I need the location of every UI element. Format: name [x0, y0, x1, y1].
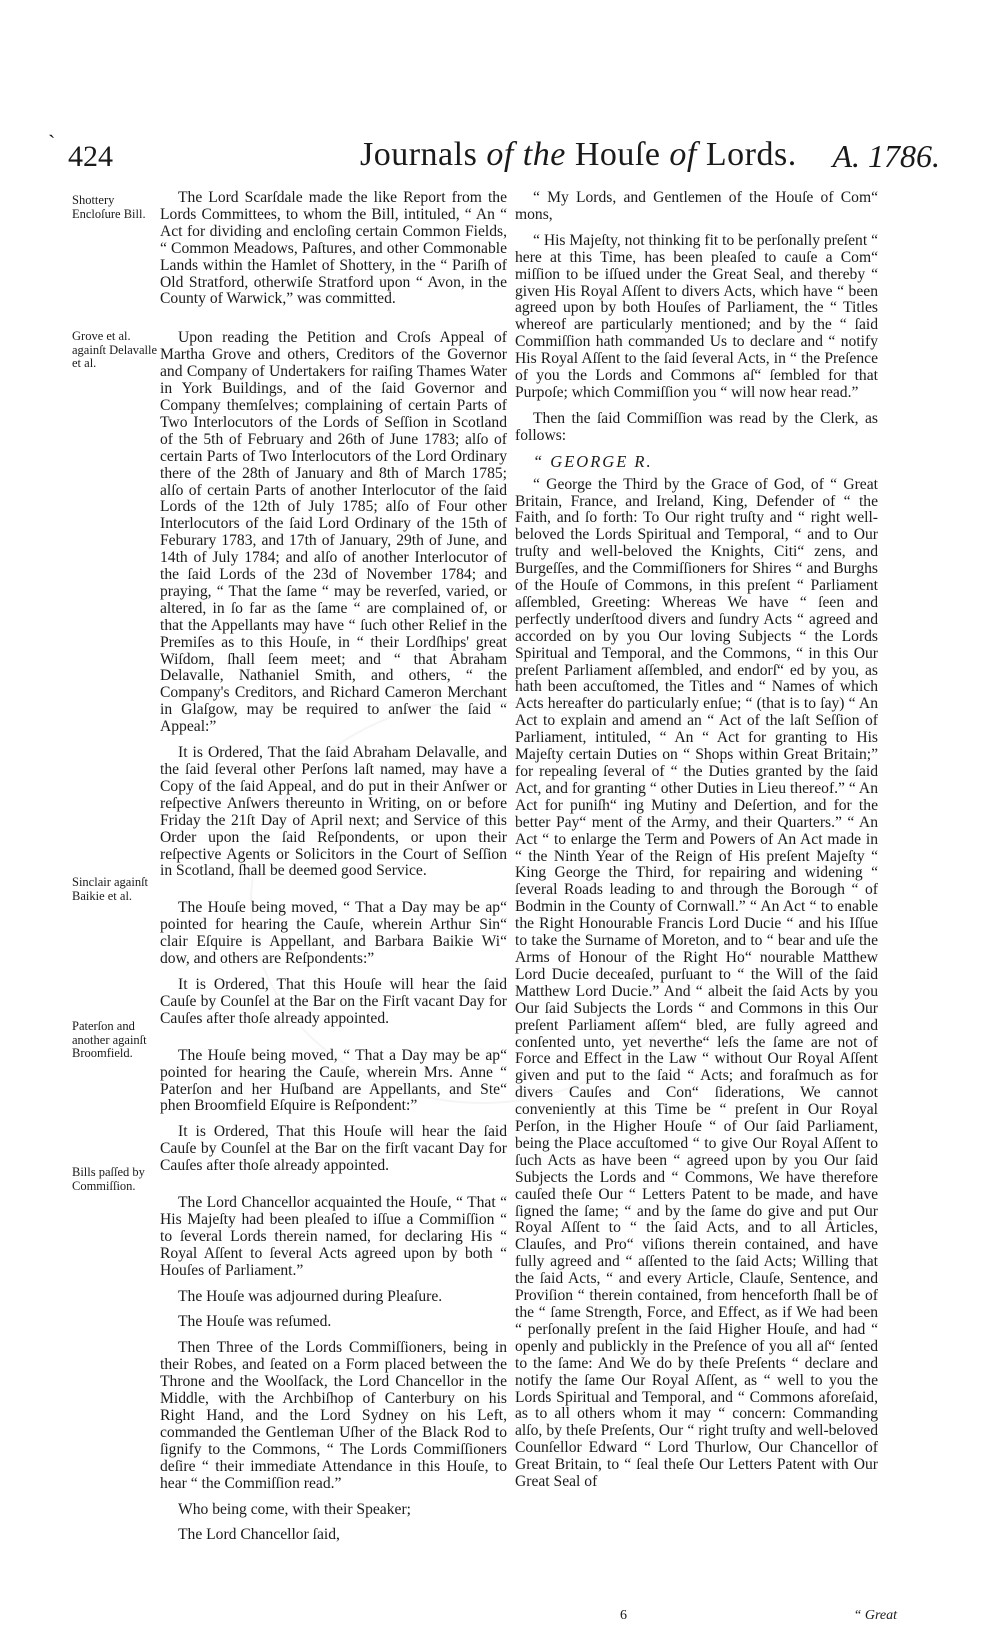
- right-column: [515, 190, 878, 1500]
- page-header: [60, 132, 960, 180]
- margin-note-shottery: Shottery Encloſure Bill.: [72, 193, 146, 221]
- margin-note-sinclair: Sinclair againſt Baikie et al.: [72, 875, 149, 903]
- paragraph: The Houſe was adjourned during Pleaſure.: [178, 1287, 443, 1305]
- margin-note-grove: Grove et al. againſt Delavalle et al.: [72, 329, 158, 370]
- signature-mark: 6: [620, 1608, 627, 1623]
- paragraph: The Lord Chancellor ſaid,: [178, 1526, 340, 1544]
- paragraph: Then Three of the Lords Commiſſioners, being in their Robes, and ſeated on a Form placed between the Throne and the Woolſack, the Lord Chancellor in the Middle, with the Archbiſhop of Canterbury on his Right Hand, and the Lord Sydney on his Left, commanded the Gentleman Uſher of the Black Rod to ſignify to the Commons, “ The Lords Commiſſioners deſire “ their immediate Attendance in this Houſe, to hear “ the Commiſſion read.”: [160, 1339, 507, 1492]
- margin-note-paterson: Paterſon and another againſt Broomfield.: [72, 1019, 147, 1060]
- running-title: Journals of the Houſe of Lords.: [360, 136, 797, 173]
- paragraph: “ My Lords, and Gentlemen of the Houſe of Com“ mons,: [515, 189, 878, 223]
- royal-heading: “ GEORGE R.: [533, 451, 653, 471]
- paragraph: Upon reading the Petition and Croſs Appeal of Martha Grove and others, Creditors of the Governor and Company of Undertakers for raiſing Thames Water in York Buildings, and of the ſaid Governor and Company themſelves; complaining of certain Parts of Two Interlocutors of the Lords of Seſſion in Scotland of the 5th of February and 26th of June 1783; alſo of certain Parts of Two Interlocutors of the Lord Ordinary there of the 28th of January and 8th of March 1785; alſo of certain Parts of another Interlocutor of the ſaid Lords of the 12th of July 1785; alſo of Four other Interlocutors of the ſaid Lord Ordinary of the 15th of Feburary 1783, and 17th of January, 29th of June, and 14th of July 1784; and alſo of another Interlocutor of the ſaid Lords of the 23d of November 1784; and praying, “ That the ſame “ may be reverſed, varied, or altered, in ſo far as the ſame “ are complained of, or that the Appellants may have “ ſuch other Relief in the Premiſes as to this Houſe, in “ their Lordſhips' great Wiſdom, ſhall ſeem meet; and “ that Abraham Delavalle, Nathaniel Smith, and others, “ the Company's Creditors, and Richard Cameron Merchant in Glaſgow, may be required to anſwer the ſaid “ Appeal:”: [160, 329, 507, 736]
- paragraph: “ His Majeſty, not thinking fit to be perſonally preſent “ here at this Time, has been pleaſed to cauſe a Com“ miſſion to be iſſued under the Great Seal, and thereby “ given His Royal Aſſent to divers Acts, which have “ been agreed upon by both Houſes of Parliament, the “ Titles whereof are particularly mentioned; and by the “ ſaid Commiſſion hath commanded Us to declare and “ notify His Royal Aſſent to the ſaid ſeveral Acts, in “ the Preſence of you the Lords and Commons aſ“ ſembled for that Purpoſe; which Commiſſion you “ will now hear read.”: [515, 231, 879, 401]
- paragraph: It is Ordered, That this Houſe will hear the ſaid Cauſe by Counſel at the Bar on the firſt vacant Day for Cauſes after thoſe already appointed.: [160, 1123, 507, 1175]
- paragraph: It is Ordered, That this Houſe will hear the ſaid Cauſe by Counſel at the Bar on the Firſt vacant Day for Cauſes after thoſe already appointed.: [160, 975, 507, 1027]
- paragraph: The Houſe being moved, “ That a Day may be ap“ pointed for hearing the Cauſe, wherein Arthur Sin“ clair Eſquire is Appellant, and Barbara Baikie Wi“ dow, and others are Reſpondents:”: [160, 899, 507, 968]
- paragraph: The Lord Chancellor acquainted the Houſe, “ That “ His Majeſty had been pleaſed to iſſue a Commiſſion “ to ſeveral Lords therein named, for declaring His “ Royal Aſſent to ſeveral Acts agreed upon by both “ Houſes of Parliament.”: [160, 1194, 507, 1279]
- paragraph: It is Ordered, That the ſaid Abraham Delavalle, and the ſaid ſeveral other Perſons laſt named, may have a Copy of the ſaid Appeal, and do put in their Anſwer or reſpective Anſwers thereunto in Writing, on or before Friday the 21ſt Day of April next; and Service of this Order upon the ſaid Reſpondents, or upon their reſpective Agents or Solicitors in the Court of Seſſion in Scotland, ſhall be deemed good Service.: [160, 744, 507, 880]
- left-column: [160, 190, 507, 1553]
- page-year: A. 1786.: [832, 138, 940, 174]
- paragraph: Who being come, with their Speaker;: [178, 1500, 411, 1518]
- catchword: “ Great: [853, 1608, 897, 1623]
- margin-tick: `: [48, 130, 56, 155]
- page-number: 424: [68, 140, 113, 173]
- paragraph: The Houſe was reſumed.: [178, 1313, 332, 1331]
- paragraph: “ George the Third by the Grace of God, of “ Great Britain, France, and Ireland, King, Defender of “ the Faith, and ſo forth: To Our right truſty and “ right well-beloved the Lords Spiritual and Temporal, “ and to Our truſty and well-beloved the Knights, Citi“ zens, and Burgeſſes, and the Commiſſioners for Shires “ and Burghs of the Houſe of Commons, in this preſent “ Parliament aſſembled, Greeting: Whereas We have “ ſeen and perfectly underſtood divers and ſundry Acts “ agreed and accorded on by you Our loving Subjects “ the Lords Spiritual and Temporal, and the Commons, “ in this Our preſent Parliament aſſembled, and endorſ“ ed by you, as hath been accuſtomed, the Titles and “ Names of which Acts hereafter do particularly enſue; “ (that is to ſay) “ An Act to explain and amend an “ Act of the laſt Seſſion of Parliament, intituled, “ An “ Act for granting to His Majeſty certain Duties on “ Shops within Great Britain;” for repealing ſeveral of “ the Duties granted by the ſaid Act, and for granting “ other Duties in Lieu thereof.” “ An Act for puniſh“ ing Mutiny and Deſertion, and for the better Pay“ ment of the Army, and their Quarters.” “ An Act “ to enlarge the Term and Powers of An Act made in “ the Ninth Year of the Reign of His preſent Majeſty “ King George the Third, for repairing and widening “ ſeveral Roads leading to and through the Borough “ of Bodmin in the County of Cornwall.” “ An Act “ to enable the Right Honourable Francis Lord Ducie “ and his Iſſue to take the Surname of Moreton, and to “ bear and uſe the Arms of Honour of the Right Ho“ nourable Matthew Lord Ducie deceaſed, purſuant to “ the Will of the ſaid Matthew Lord Ducie.” And “ albeit the ſaid Acts by you Our ſaid Subjects the Lords “ and Commons in this Our preſent Parliament aſſem“ bled, are fully agreed and conſented unto, yet neverthe“ leſs the ſame are not of Force and Effect in the Law “ without Our Royal Aſſent given and put to the ſaid “ Acts; and foraſmuch as for divers Cauſes and Con“ ſiderations, We cannot conveniently at this Time be “ preſent in Our Royal Perſon, in the Higher Houſe “ of Our ſaid Parliament, being the Place accuſtomed “ to give Our Royal Aſſent to ſuch Acts as have been “ agreed upon by you Our ſaid Subjects the Lords and “ Commons, We have therefore cauſed theſe Our “ Letters Patent to be made, and have ſigned the ſame; “ and by the ſame do give and put Our Royal Aſſent to “ the ſaid Acts, and to all Articles, Clauſes, and Pro“ viſions therein contained, and have fully agreed and “ aſſented to the ſaid Acts; Willing that the ſaid Acts, “ and every Article, Clauſe, Sentence, and Proviſion “ therein contained, from henceforth ſhall be of the “ ſame Strength, Force, and Effect, as if We had been “ perſonally preſent in the ſaid Higher Houſe, and had “ openly and publickly in the Preſence of you all aſ“ ſented to the ſame: And We do by theſe Preſents “ declare and notify the ſame Our Royal Aſſent, as “ well to you the Lords Spiritual and Temporal, and “ Commons aforeſaid, as to all others whom it may “ concern: Commanding alſo, by theſe Preſents, Our “ right truſty and well-beloved Counſellor Edward “ Lord Thurlow, Our Chancellor of Great Britain, to “ ſeal theſe Our Letters Patent with Our Great Seal of: [515, 475, 878, 1491]
- margin-note-bills-passed: Bills paſſed by Commiſſion.: [72, 1165, 145, 1193]
- paragraph: The Lord Scarſdale made the like Report from the Lords Committees, to whom the Bill, intituled, “ An “ Act for dividing and encloſing certain Common Fields, “ Common Meadows, Paſtures, and other Commonable Lands within the Hamlet of Shottery, in the “ Pariſh of Old Stratford, otherwiſe Stratford upon “ Avon, in the County of Warwick,” was committed.: [160, 189, 507, 308]
- paragraph: Then the ſaid Commiſſion was read by the Clerk, as follows:: [515, 409, 878, 444]
- paragraph: The Houſe being moved, “ That a Day may be ap“ pointed for hearing the Cauſe, wherein Mrs. Anne “ Paterſon and her Huſband are Appellants, and Ste“ phen Broomfield Eſquire is Reſpondent:”: [160, 1046, 507, 1115]
